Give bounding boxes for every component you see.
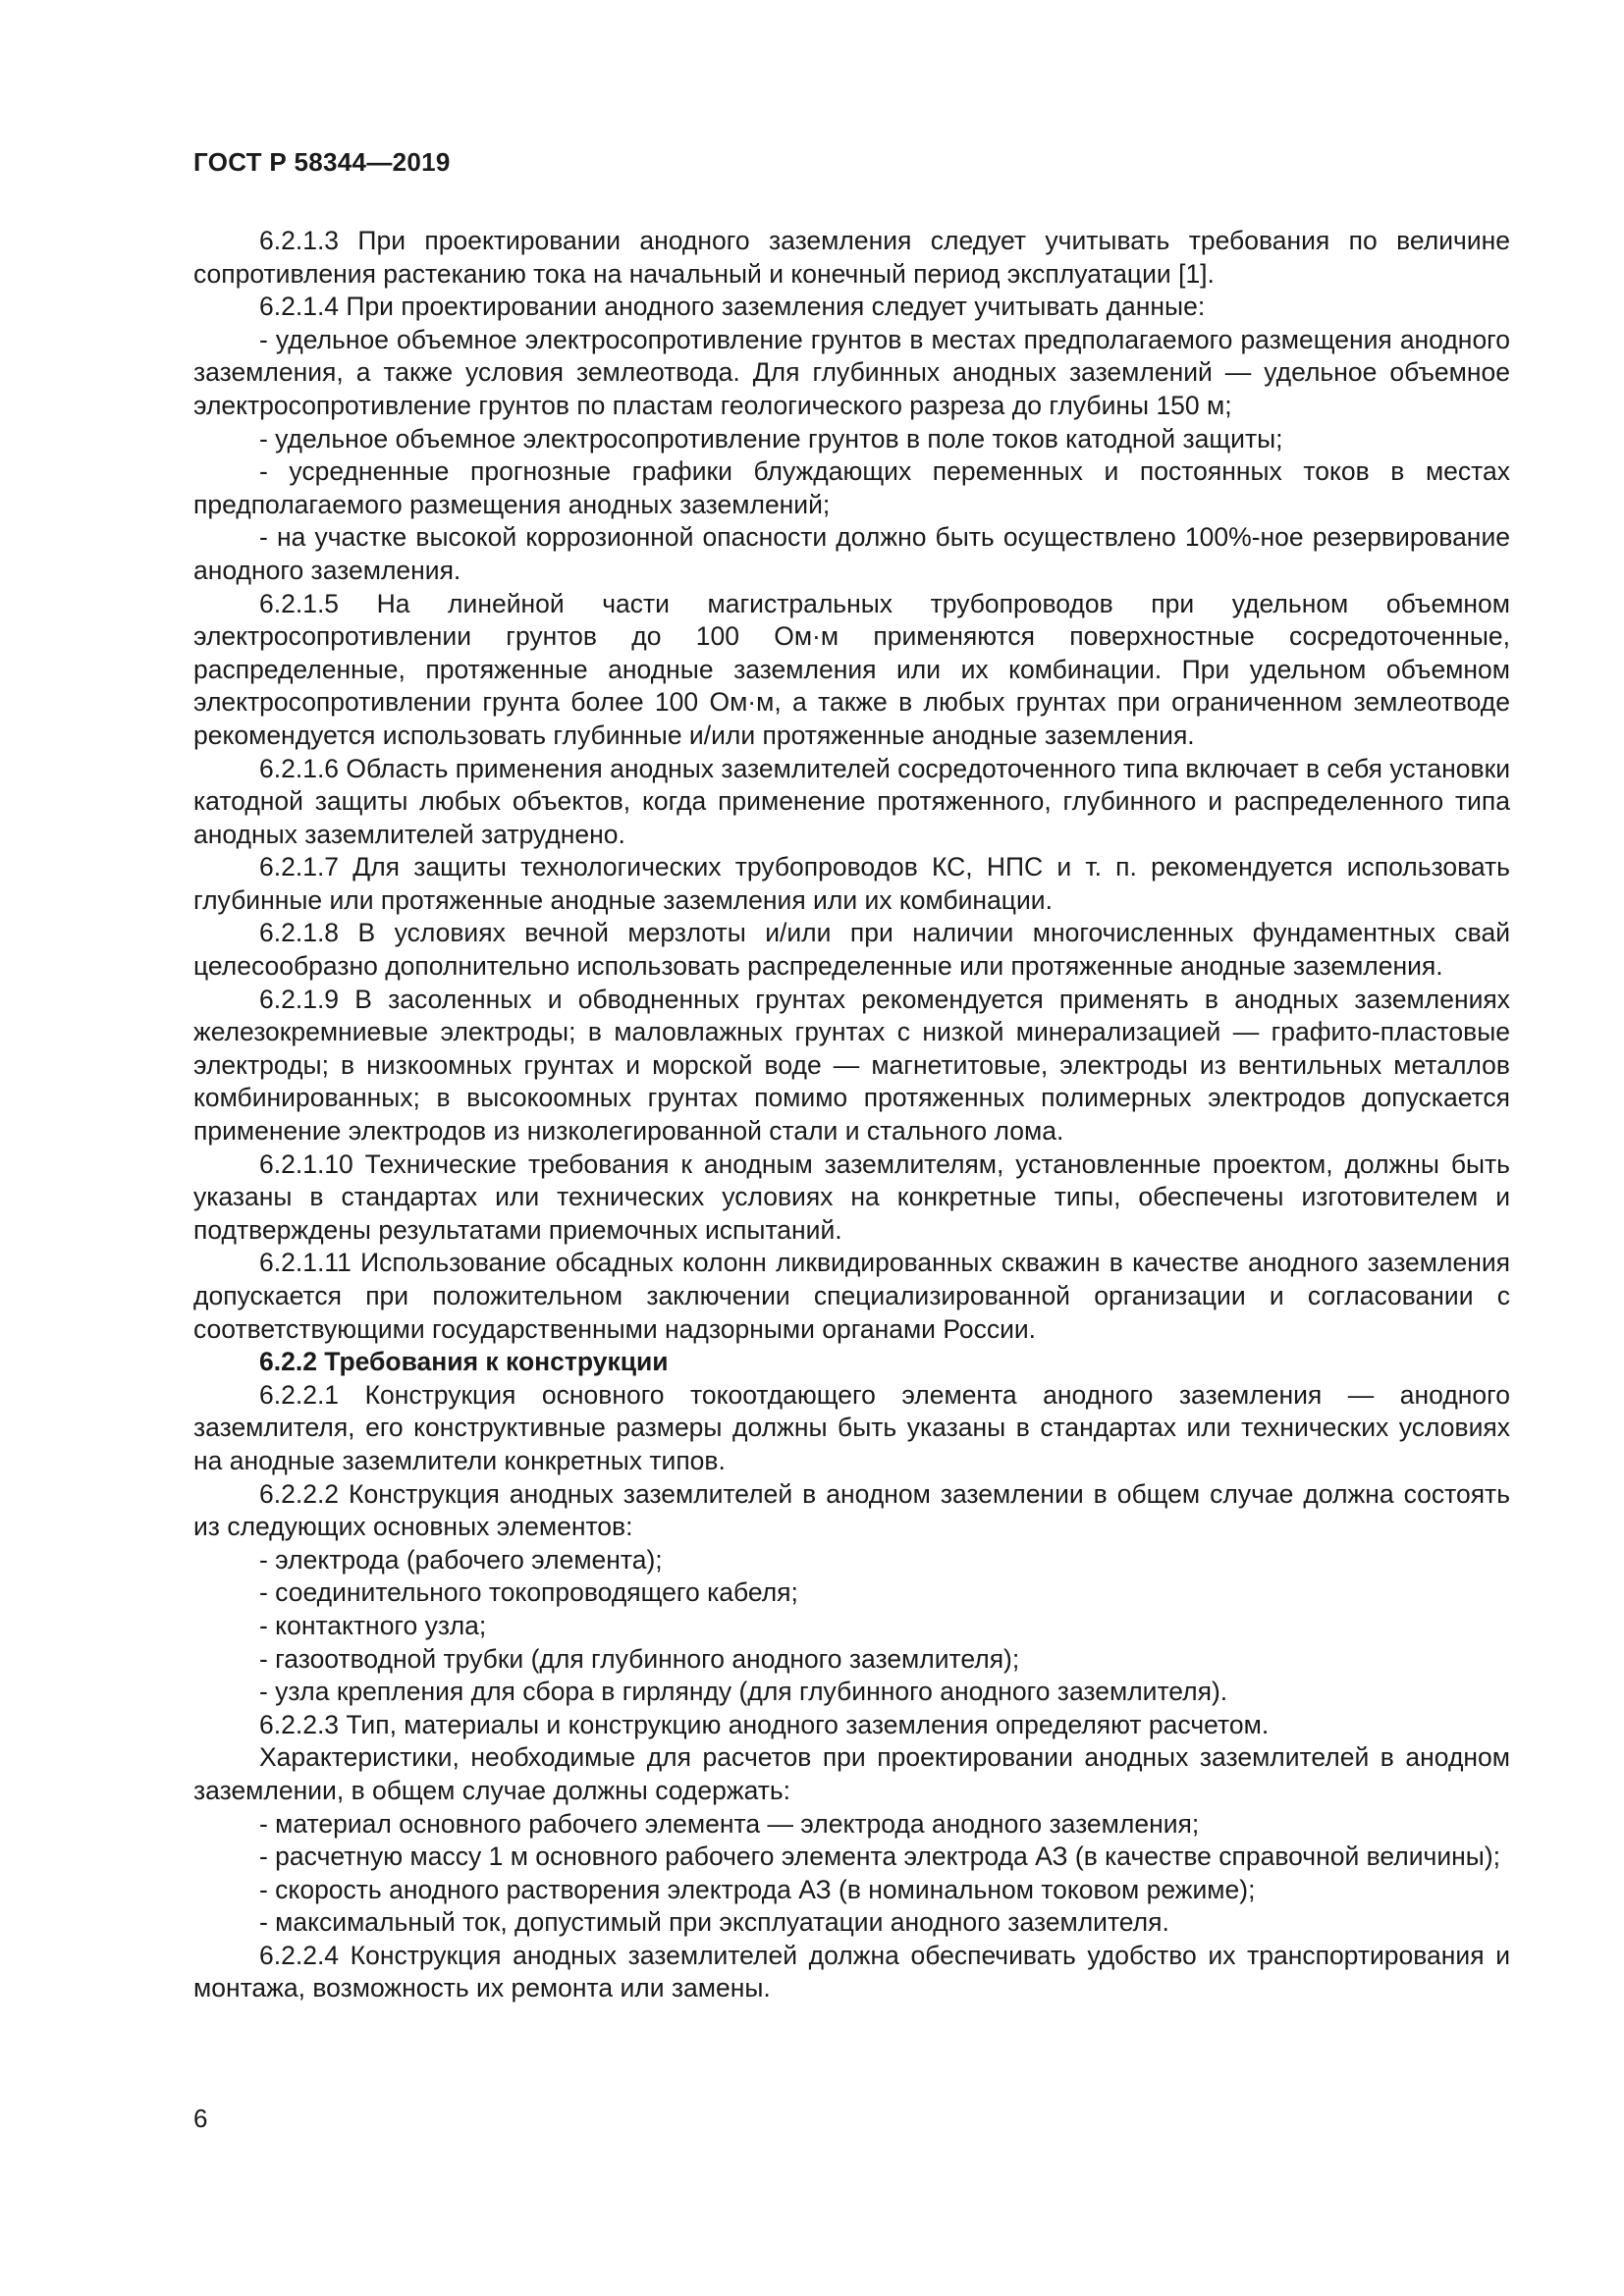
paragraph-6-2-1-8: 6.2.1.8 В условиях вечной мерзлоты и/или при наличии многочисленных фундаментных свай целесообразно дополнительно использовать распределенные или протяженные анодные заземления. xyxy=(193,918,1510,982)
list-item: - электрода (рабочего элемента); xyxy=(259,1544,663,1575)
paragraph-6-2-1-5: 6.2.1.5 На линейной части магистральных трубопроводов при удельном объемном электросопротивлении грунтов до 100 Ом·м применяются поверхностные сосредоточенные, распределенные, протяженные анодные заземления или их комбинации. При удельном объемном электросопротивлении грунта более 100 Ом·м, а также в любых грунтах при ограниченном землеотводе рекомендуется использовать глубинные и/или протяженные анодные заземления. xyxy=(193,588,1510,750)
paragraph-6-2-1-10: 6.2.1.10 Технические требования к анодным заземлителям, установленные проектом, должны быть указаны в стандартах или технических условиях на конкретные типы, обеспечены изготовителем и подтверждены результатами приемочных испытаний. xyxy=(193,1148,1510,1245)
list-item: - материал основного рабочего элемента — электрода анодного заземления; xyxy=(259,1808,1200,1839)
list-item: - контактного узла; xyxy=(259,1610,487,1640)
list-item: - максимальный ток, допустимый при эксплуатации анодного заземлителя. xyxy=(259,1907,1169,1938)
page-number: 6 xyxy=(193,2104,208,2133)
list-item: - газоотводной трубки (для глубинного анодного заземлителя); xyxy=(259,1643,1020,1674)
paragraph-6-2-2-2: 6.2.2.2 Конструкция анодных заземлителей в анодном заземлении в общем случае должна состоять из следующих основных элементов: xyxy=(193,1478,1510,1542)
paragraph-6-2-1-11: 6.2.1.11 Использование обсадных колонн ликвидированных скважин в качестве анодного заземления допускается при положительном заключении специализированной организации и согласовании с соответствующими государственными надзорными органами России. xyxy=(193,1248,1510,1344)
list-item: - удельное объемное электросопротивление грунтов в поле токов катодной защиты; xyxy=(259,423,1283,454)
list-item: - усредненные прогнозные графики блуждающих переменных и постоянных токов в местах предполагаемого размещения анодных заземлений; xyxy=(193,456,1510,519)
paragraph-6-2-2-3: 6.2.2.3 Тип, материалы и конструкцию анодного заземления определяют расчетом. xyxy=(259,1709,1270,1739)
list-item: - расчетную массу 1 м основного рабочего элемента электрода АЗ (в качестве справочной величины); xyxy=(259,1842,1501,1872)
paragraph-6-2-1-4: 6.2.1.4 При проектировании анодного заземления следует учитывать данные: xyxy=(259,292,1206,322)
list-item: - скорость анодного растворения электрода АЗ (в номинальном токовом режиме); xyxy=(259,1874,1256,1904)
paragraph-6-2-1-3: 6.2.1.3 При проектировании анодного заземления следует учитывать требования по величине сопротивления растеканию тока на начальный и конечный период эксплуатации [1]. xyxy=(193,226,1510,289)
paragraph-6-2-1-7: 6.2.1.7 Для защиты технологических трубопроводов КС, НПС и т. п. рекомендуется использовать глубинные или протяженные анодные заземления или их комбинации. xyxy=(193,852,1510,915)
standard-header: ГОСТ Р 58344—2019 xyxy=(193,147,451,177)
document-body xyxy=(193,225,1510,2005)
paragraph-characteristics: Характеристики, необходимые для расчетов при проектировании анодных заземлителей в анодном заземлении, в общем случае должны содержать: xyxy=(193,1742,1510,1805)
section-heading-6-2-2: 6.2.2 Требования к конструкции xyxy=(259,1347,669,1377)
paragraph-6-2-2-4: 6.2.2.4 Конструкция анодных заземлителей должна обеспечивать удобство их транспортирования и монтажа, возможность их ремонта или замены. xyxy=(193,1940,1510,2003)
list-item: - узла крепления для сбора в гирлянду (для глубинного анодного заземлителя). xyxy=(259,1677,1228,1707)
paragraph-6-2-1-9: 6.2.1.9 В засоленных и обводненных грунтах рекомендуется применять в анодных заземлениях железокремниевые электроды; в маловлажных грунтах с низкой минерализацией — графито-пластовые электроды; в низкоомных грунтах и морской воде — магнетитовые, электроды из вентильных металлов комбинированных; в высокоомных грунтах помимо протяженных полимерных электродов допускается применение электродов из низколегированной стали и стального лома. xyxy=(193,984,1510,1147)
paragraph-6-2-2-1: 6.2.2.1 Конструкция основного токоотдающего элемента анодного заземления — анодного заземлителя, его конструктивные размеры должны быть указаны в стандартах или технических условиях на анодные заземлители конкретных типов. xyxy=(193,1379,1510,1475)
list-item: - соединительного токопроводящего кабеля; xyxy=(259,1577,798,1608)
list-item: - на участке высокой коррозионной опасности должно быть осуществлено 100%-ное резервирование анодного заземления. xyxy=(193,522,1510,585)
list-item: - удельное объемное электросопротивление грунтов в местах предполагаемого размещения анодного заземления, а также условия землеотвода. Для глубинных анодных заземлений — удельное объемное электросопротивление грунтов по пластам геологического разреза до глубины 150 м; xyxy=(193,324,1510,420)
paragraph-6-2-1-6: 6.2.1.6 Область применения анодных заземлителей сосредоточенного типа включает в себя установки катодной защиты любых объектов, когда применение протяженного, глубинного и распределенного типа анодных заземлителей затруднено. xyxy=(193,753,1511,849)
